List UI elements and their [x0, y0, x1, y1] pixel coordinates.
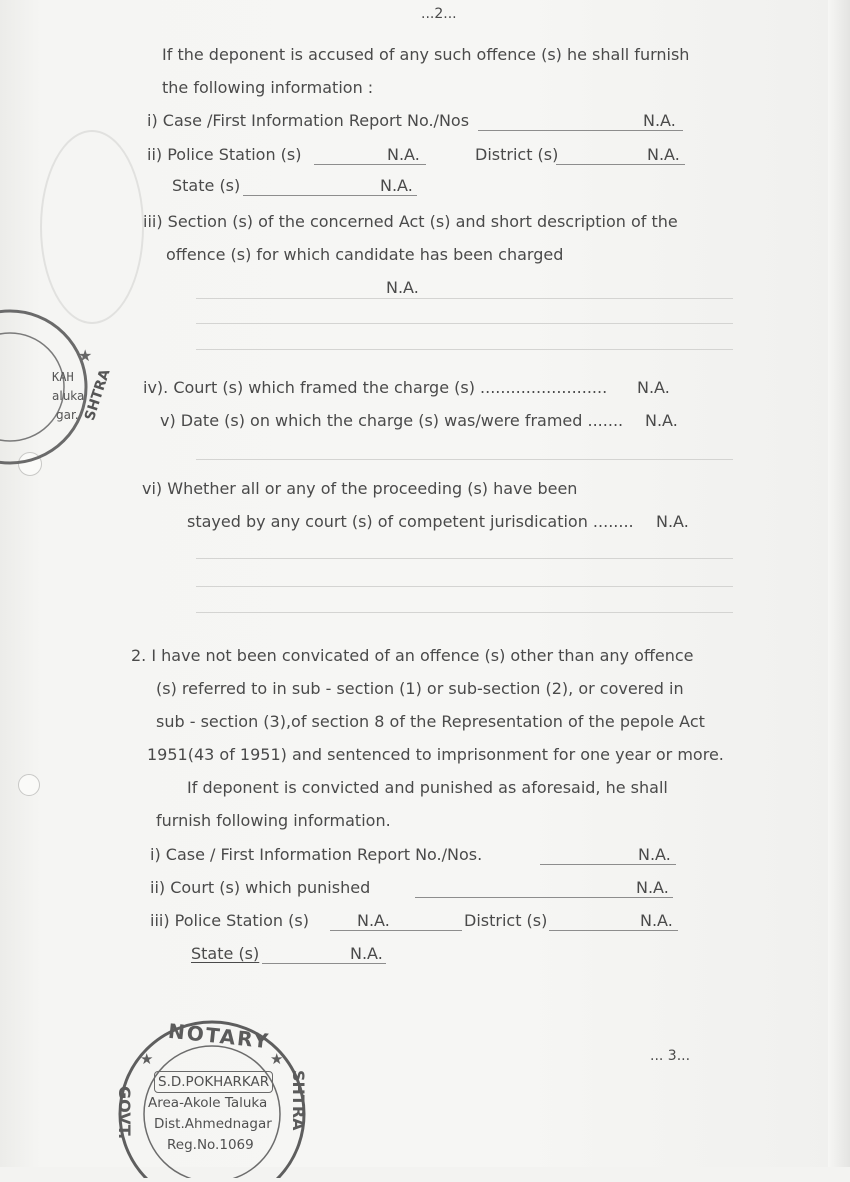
notary-stamp — [112, 1018, 322, 1178]
notary-stamp-right: SHTRA — [289, 1070, 308, 1131]
court-punished-label: ii) Court (s) which punished — [150, 878, 371, 897]
charge-date-rule — [196, 459, 733, 460]
partial-stamp-line-1: KAH — [52, 370, 74, 384]
court-punished-value: N.A. — [636, 878, 669, 897]
section-act-rule-3 — [196, 349, 733, 350]
conv-police-station-value: N.A. — [357, 911, 390, 930]
case-fir-label: i) Case /First Information Report No./Nos — [147, 111, 470, 130]
stayed-line-1: vi) Whether all or any of the proceeding (s) have been — [142, 479, 578, 498]
conv-police-station-label: iii) Police Station (s) — [150, 911, 309, 930]
conv-police-station-underline — [330, 930, 462, 931]
conviction-para-line-1: 2. I have not been convicated of an offence (s) other than any offence — [131, 646, 694, 665]
page-marker-bottom: ... 3... — [650, 1048, 691, 1064]
notary-stamp-top: NOTARY — [167, 1018, 272, 1054]
notary-stamp-left: GOVT. — [115, 1086, 134, 1140]
notary-star-left: ★ — [140, 1050, 154, 1068]
conviction-para-line-2: (s) referred to in sub - section (1) or sub-section (2), or covered in — [156, 679, 684, 698]
conviction-para-line-3: sub - section (3),of section 8 of the Representation of the pepole Act — [156, 712, 705, 731]
court-framed-label: iv). Court (s) which framed the charge (s) ......................... — [143, 378, 608, 397]
notary-stamp-name: S.D.POKHARKAR — [154, 1071, 273, 1093]
stayed-rule-2 — [196, 586, 733, 587]
intro-line-2: the following information : — [162, 78, 374, 97]
section-act-value: N.A. — [386, 278, 419, 297]
state-value: N.A. — [380, 176, 413, 195]
partial-stamp-line-2: aluka — [52, 389, 85, 403]
conviction-para-line-5: If deponent is convicted and punished as aforesaid, he shall — [187, 778, 668, 797]
court-punished-underline — [415, 897, 673, 898]
partial-stamp-star: ★ — [78, 346, 93, 365]
conv-state-label: State (s) — [191, 944, 260, 963]
stayed-value: N.A. — [656, 512, 689, 531]
faded-stamp-impression — [40, 130, 144, 324]
case-fir-value: N.A. — [643, 111, 676, 130]
punch-hole-bottom — [18, 774, 40, 796]
page-marker-top: ...2... — [421, 6, 457, 22]
conv-case-fir-value: N.A. — [638, 845, 671, 864]
state-label: State (s) — [172, 176, 241, 195]
district-label: District (s) — [475, 145, 559, 164]
notary-stamp-area: Area-Akole Taluka — [148, 1095, 268, 1111]
stayed-rule-1 — [196, 558, 733, 559]
conv-state-value: N.A. — [350, 944, 383, 963]
conv-district-label: District (s) — [464, 911, 548, 930]
district-value: N.A. — [647, 145, 680, 164]
intro-line-1: If the deponent is accused of any such offence (s) he shall furnish — [162, 45, 690, 64]
stayed-rule-3 — [196, 612, 733, 613]
court-framed-value: N.A. — [637, 378, 670, 397]
notary-stamp-reg: Reg.No.1069 — [167, 1137, 254, 1153]
section-act-line-2: offence (s) for which candidate has been charged — [166, 245, 564, 264]
notary-stamp-dist: Dist.Ahmednagar — [154, 1116, 272, 1132]
conv-district-value: N.A. — [640, 911, 673, 930]
police-station-label: ii) Police Station (s) — [147, 145, 302, 164]
partial-stamp-right: SHTRA — [81, 367, 114, 423]
section-act-line-1: iii) Section (s) of the concerned Act (s) and short description of the — [143, 212, 678, 231]
partial-notary-stamp — [0, 305, 120, 470]
conviction-para-line-6: furnish following information. — [156, 811, 391, 830]
police-station-value: N.A. — [387, 145, 420, 164]
stayed-line-2: stayed by any court (s) of competent jurisdication ........ — [187, 512, 634, 531]
conviction-para-line-4: 1951(43 of 1951) and sentenced to imprisonment for one year or more. — [147, 745, 724, 764]
conv-case-fir-label: i) Case / First Information Report No./Nos. — [150, 845, 483, 864]
charge-date-label: v) Date (s) on which the charge (s) was/were framed ....... — [160, 411, 624, 430]
section-act-rule-2 — [196, 323, 733, 324]
charge-date-value: N.A. — [645, 411, 678, 430]
page-edge — [828, 0, 850, 1167]
section-act-rule-1 — [196, 298, 733, 299]
partial-stamp-line-3: gar. — [56, 408, 79, 422]
notary-star-right: ★ — [270, 1050, 284, 1068]
